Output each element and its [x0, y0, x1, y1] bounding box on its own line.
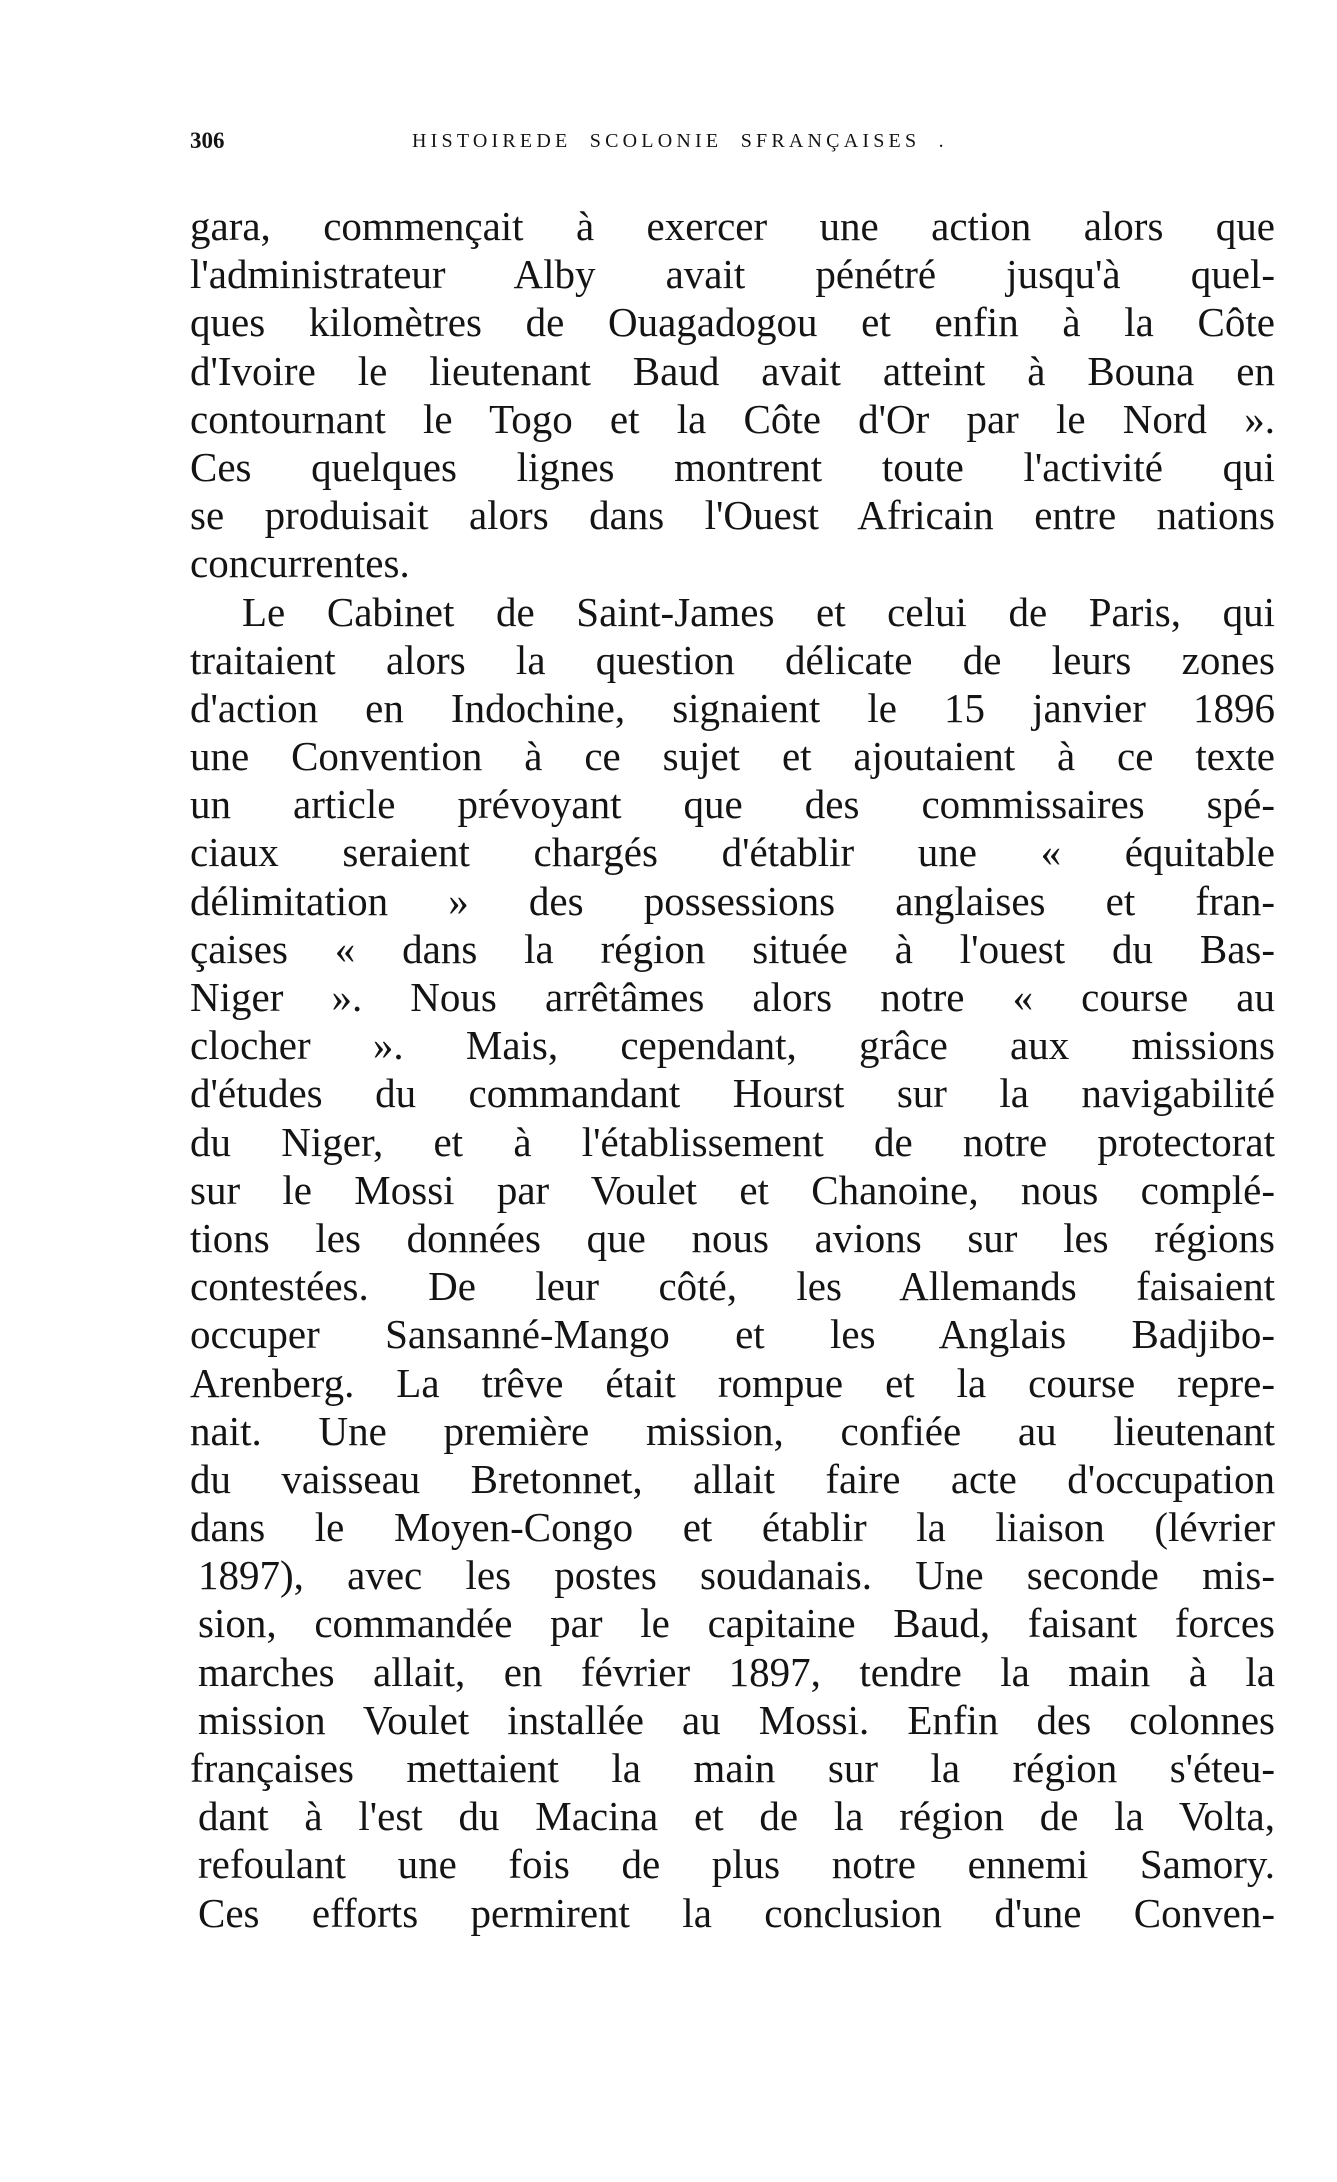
text-line: se produisait alors dans l'Ouest Africain entre nations — [190, 492, 1275, 539]
body-text — [190, 202, 1275, 1937]
text-line: occuper Sansanné-Mango et les Anglais Badjibo- — [190, 1311, 1275, 1358]
text-line: l'administrateur Alby avait pénétré jusqu'à quel- — [190, 251, 1275, 298]
text-line: dans le Moyen-Congo et établir la liaison (lévrier — [190, 1504, 1275, 1551]
text-line: d'Ivoire le lieutenant Baud avait atteint à Bouna en — [190, 347, 1275, 394]
paragraph-2 — [190, 588, 1275, 1937]
text-line: délimitation » des possessions anglaises et fran- — [190, 877, 1275, 924]
text-line: refoulant une fois de plus notre ennemi Samory. — [198, 1841, 1275, 1888]
text-line: sion, commandée par le capitaine Baud, faisant forces — [198, 1600, 1275, 1647]
text-line: françaises mettaient la main sur la région s'éteu- — [190, 1745, 1275, 1791]
text-line: gara, commençait à exercer une action alors que — [190, 203, 1275, 249]
text-line: dant à l'est du Macina et de la région de la Volta, — [198, 1793, 1275, 1840]
text-line: ques kilomètres de Ouagadogou et enfin à la Côte — [190, 299, 1275, 346]
text-line: 1897), avec les postes soudanais. Une seconde mis- — [198, 1552, 1275, 1599]
text-line: une Convention à ce sujet et ajoutaient à ce texte — [190, 733, 1275, 780]
page-header — [190, 128, 1270, 168]
text-line: Niger ». Nous arrêtâmes alors notre « course au — [190, 974, 1275, 1020]
text-line: clocher ». Mais, cependant, grâce aux missions — [190, 1022, 1275, 1069]
text-line: tions les données que nous avions sur les régions — [190, 1214, 1275, 1261]
text-line: Ces quelques lignes montrent toute l'activité qui — [190, 443, 1275, 490]
text-line: un article prévoyant que des commissaires spé- — [190, 781, 1275, 828]
text-line: ciaux seraient chargés d'établir une « équitable — [190, 829, 1275, 876]
text-line: çaises « dans la région située à l'ouest du Bas- — [190, 925, 1275, 972]
running-title: HISTOIREDE SCOLONIE SFRANÇAISES . — [412, 130, 948, 152]
text-line: Le Cabinet de Saint-James et celui de Paris, qui — [242, 588, 1275, 635]
text-line: Ces efforts permirent la conclusion d'une Conven- — [198, 1889, 1275, 1936]
text-line: concurrentes. — [190, 540, 410, 587]
text-line: d'études du commandant Hourst sur la navigabilité — [190, 1070, 1275, 1117]
paragraph-1 — [190, 202, 1275, 588]
text-line: contestées. De leur côté, les Allemands faisaient — [190, 1263, 1275, 1310]
text-line: nait. Une première mission, confiée au lieutenant — [190, 1407, 1275, 1454]
text-line: du vaisseau Bretonnet, allait faire acte d'occupation — [190, 1455, 1275, 1502]
text-line: d'action en Indochine, signaient le 15 janvier 1896 — [190, 684, 1275, 731]
text-line: du Niger, et à l'établissement de notre protectorat — [190, 1118, 1275, 1165]
text-line: contournant le Togo et la Côte d'Or par le Nord ». — [190, 395, 1275, 442]
text-line: traitaient alors la question délicate de leurs zones — [190, 636, 1275, 683]
page-number: 306 — [190, 128, 225, 153]
text-line: mission Voulet installée au Mossi. Enfin des colonnes — [198, 1696, 1275, 1743]
text-line: sur le Mossi par Voulet et Chanoine, nous complé- — [190, 1166, 1275, 1213]
text-line: marches allait, en février 1897, tendre la main à la — [198, 1648, 1275, 1695]
text-line: Arenberg. La trêve était rompue et la course repre- — [190, 1359, 1275, 1406]
